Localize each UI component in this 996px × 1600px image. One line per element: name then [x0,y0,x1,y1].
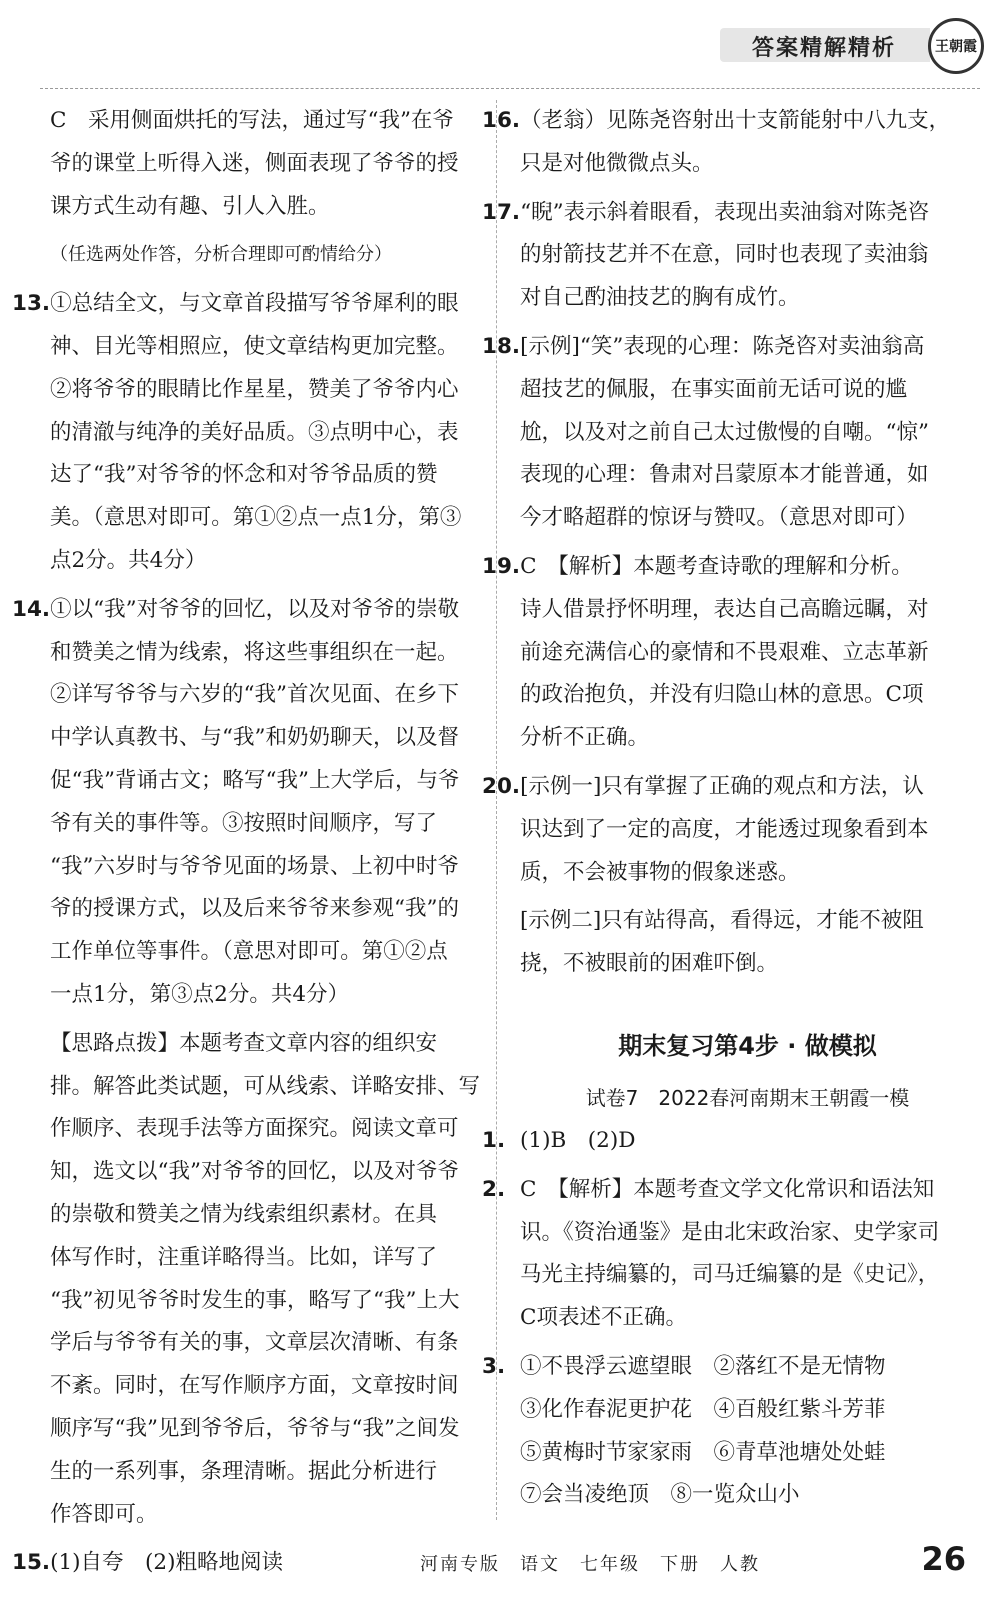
answer-line [50,326,498,369]
right-column [482,100,975,1523]
answer-text: 诗人借景抒怀明理，表达自己高瞻远瞩，对 [520,596,929,622]
answer-text: 知，选文以“我”对爷爷的回忆，以及对爷爷 [50,1159,459,1185]
answer-block [12,589,498,1017]
answer-text: 体写作时，注重详略得当。比如，详写了 [50,1244,438,1270]
answer-line [482,1346,975,1389]
answer-text: 识。《资治通鉴》是由北宋政治家、史学家司 [520,1219,940,1245]
answer-text: 促“我”背诵古文；略写“我”上大学后，与爷 [50,767,460,793]
answer-text: 作答即可。 [50,1501,158,1527]
answer-line [520,1212,975,1255]
answer-line [50,1322,498,1365]
answer-block [50,100,498,228]
question-number: 2. [482,1176,506,1202]
answer-text: 【思路点拨】本题考查文章内容的组织安 [50,1030,438,1056]
answer-line [50,1451,498,1494]
answer-text: [示例一]只有掌握了正确的观点和方法，认 [520,773,924,799]
answer-line [482,546,975,589]
footer-info: 河南专版 语文 七年级 下册 人教 [420,1554,760,1575]
answer-line [50,412,498,455]
answer-line [520,809,975,852]
brand-logo-text: 王朝霞 [935,39,977,55]
answer-line [50,717,498,760]
answer-text: 作顺序、表现手法等方面探究。阅读文章可 [50,1116,459,1142]
answer-text: 神、目光等相照应，使文章结构更加完整。 [50,333,459,359]
question-number: 1. [482,1127,506,1153]
answer-line [50,1194,498,1237]
section-title: 期末复习第4步 · 做模拟 [618,1031,877,1060]
answer-text: (1)B (2)D [520,1127,636,1153]
answer-line [50,931,498,974]
answer-line [520,900,975,943]
answer-line [50,1151,498,1194]
answer-line [482,766,975,809]
answer-text: 的崇敬和赞美之情为线索组织素材。在具 [50,1201,438,1227]
answer-text: [示例二]只有站得高，看得远，才能不被阻 [520,908,924,934]
answer-text: 表现的心理：鲁肃对吕蒙原本才能普通，如 [520,462,929,488]
answer-line [50,1365,498,1408]
answer-line [520,412,975,455]
answer-line [520,674,975,717]
answer-line [50,846,498,889]
answer-block [482,1169,975,1340]
answer-text: C 采用侧面烘托的写法，通过写“我”在爷 [50,108,454,133]
answer-text: 只是对他微微点头。 [520,150,714,176]
header-divider [40,88,980,89]
page-header [0,18,996,80]
answer-line [520,852,975,895]
answer-line [520,454,975,497]
answer-line [50,974,498,1017]
answer-line [520,943,975,986]
answer-line [520,143,975,186]
answer-line [12,589,498,632]
answer-text: 分析不正确。 [520,725,650,751]
question-number: 13. [12,291,51,317]
exam-subtitle: 试卷7 2022春河南期末王朝霞一模 [585,1085,910,1110]
answer-text: 尬，以及对之前自己太过傲慢的自嘲。“惊” [520,419,929,445]
answer-text: (1)自夸 (2)粗略地阅读 [50,1550,284,1576]
answer-line [50,888,498,931]
answer-line [50,186,498,229]
answer-text: 顺序写“我”见到爷爷后，爷爷与“我”之间发 [50,1415,460,1441]
answer-text: 工作单位等事件。（意思对即可。第①②点 [50,939,448,965]
answer-text: 学后与爷爷有关的事，文章层次清晰、有条 [50,1330,459,1356]
answer-line [520,1474,975,1517]
question-number: 18. [482,333,521,359]
answer-text: ②详写爷爷与六岁的“我”首次见面、在乡下 [50,682,459,708]
answer-text: C 【解析】本题考查文学文化常识和语法知 [520,1176,935,1202]
question-number: 16. [482,108,521,133]
answer-line [520,717,975,760]
answer-line [482,1120,975,1163]
answer-text: ②将爷爷的眼睛比作星星，赞美了爷爷内心 [50,376,459,402]
answer-line [520,632,975,675]
answer-text: 质，不会被事物的假象迷惑。 [520,859,800,885]
question-number: 14. [12,596,51,622]
answer-line [520,277,975,320]
answer-block [12,283,498,583]
answer-text: 爷有关的事件等。③按照时间顺序，写了 [50,810,438,836]
answer-text: ①总结全文，与文章首段描写爷爷犀利的眼 [50,291,459,317]
answer-line [482,192,975,235]
answer-text: 中学认真教书、与“我”和奶奶聊天，以及督 [50,725,459,751]
answer-text: ⑤黄梅时节家家雨 ⑥青草池塘处处蛙 [520,1439,886,1465]
answer-text: 的射箭技艺并不在意，同时也表现了卖油翁 [520,242,929,268]
answer-line [50,1108,498,1151]
answer-text: 挠，不被眼前的困难吓倒。 [520,951,779,977]
answer-line [482,100,975,143]
left-column [12,100,498,1591]
answer-text: 课方式生动有趣、引人入胜。 [50,193,330,219]
answer-text: 今才略超群的惊讶与赞叹。（意思对即可） [520,505,918,531]
answer-line [50,369,498,412]
answer-line [50,803,498,846]
answer-line [12,283,498,326]
answer-block [482,1346,975,1517]
answer-line [50,454,498,497]
answer-text: C项表述不正确。 [520,1305,687,1331]
page-footer [0,1540,996,1580]
answer-line [520,589,975,632]
header-title: 答案精解精析 [752,36,897,61]
answer-text: 爷的授课方式，以及后来爷爷来参观“我”的 [50,896,459,922]
answer-text: 的清澈与纯净的美好品质。③点明中心，表 [50,419,459,445]
question-number: 15. [12,1550,51,1576]
answer-text: 点2分。共4分） [50,547,207,573]
answer-text: “我”六岁时与爷爷见面的场景、上初中时爷 [50,853,459,879]
answer-line [50,540,498,583]
answer-line [520,1254,975,1297]
answer-line [50,632,498,675]
answer-line [520,497,975,540]
answer-text: 马光主持编纂的，司马迁编纂的是《史记》， [520,1262,940,1288]
answer-line [50,1023,498,1066]
answer-text: 不紊。同时，在写作顺序方面，文章按时间 [50,1373,459,1399]
answer-text: 生的一系列事，条理清晰。据此分析进行 [50,1458,438,1484]
answer-text: 排。解答此类试题，可从线索、详略安排、写 [50,1073,481,1099]
answer-line [50,1237,498,1280]
answer-line [520,369,975,412]
answer-block [50,234,498,277]
answer-line [50,143,498,186]
answer-line [50,1494,498,1537]
answer-block [520,900,975,986]
answer-text: “我”初见爷爷时发生的事，略写了“我”上大 [50,1287,460,1313]
page-number: 26 [921,1540,966,1578]
answer-line [50,1066,498,1109]
answer-text: （任选两处作答，分析合理即可酌情给分） [50,244,392,266]
answer-text: [示例]“笑”表现的心理：陈尧咨对卖油翁高 [520,333,925,359]
answer-line [50,760,498,803]
answer-block [50,1023,498,1537]
answer-line [50,1280,498,1323]
question-number: 20. [482,773,521,799]
right-answers-top [482,100,975,986]
answer-line [482,326,975,369]
right-answers-bottom [482,1120,975,1517]
answer-text: （老翁）见陈尧咨射出十支箭能射中八九支， [520,108,951,133]
answer-text: “睨”表示斜着眼看，表现出卖油翁对陈尧咨 [520,199,930,225]
answer-block [482,192,975,320]
answer-block [482,766,975,894]
answer-line [520,1389,975,1432]
answer-text: 美。（意思对即可。第①②点一点1分，第③ [50,505,462,531]
answer-text: 和赞美之情为线索，将这些事组织在一起。 [50,639,459,665]
answer-block [482,1120,975,1163]
answer-text: C 【解析】本题考查诗歌的理解和分析。 [520,553,913,579]
answer-line [520,234,975,277]
answer-line [520,1432,975,1475]
answer-line [520,1297,975,1340]
answer-text: 的政治抱负，并没有归隐山林的意思。C项 [520,682,924,708]
answer-text: 爷的课堂上听得入迷，侧面表现了爷爷的授 [50,150,459,176]
answer-line [482,1169,975,1212]
question-number: 17. [482,199,521,225]
answer-text: 超技艺的佩服，在事实面前无话可说的尴 [520,376,908,402]
answer-line [50,1408,498,1451]
answer-text: ①不畏浮云遮望眼 ②落红不是无情物 [520,1353,886,1379]
answer-block [482,100,975,186]
answer-text: ⑦会当凌绝顶 ⑧一览众山小 [520,1482,800,1508]
answer-text: 识达到了一定的高度，才能透过现象看到本 [520,816,929,842]
question-number: 19. [482,553,521,579]
answer-text: ③化作春泥更护花 ④百般红紫斗芳菲 [520,1396,886,1422]
answer-line [50,497,498,540]
answer-text: 前途充满信心的豪情和不畏艰难、立志革新 [520,639,929,665]
answer-text: ①以“我”对爷爷的回忆，以及对爷爷的崇敬 [50,596,460,622]
brand-logo [928,18,984,74]
answer-text: 达了“我”对爷爷的怀念和对爷爷品质的赞 [50,462,438,488]
answer-line [50,100,498,143]
question-number: 3. [482,1353,506,1379]
answer-block [482,326,975,540]
answer-line [50,674,498,717]
answer-line [50,234,498,277]
answer-text: 一点1分，第③点2分。共4分） [50,981,350,1007]
answer-block [482,546,975,760]
answer-text: 对自己酌油技艺的胸有成竹。 [520,285,800,311]
